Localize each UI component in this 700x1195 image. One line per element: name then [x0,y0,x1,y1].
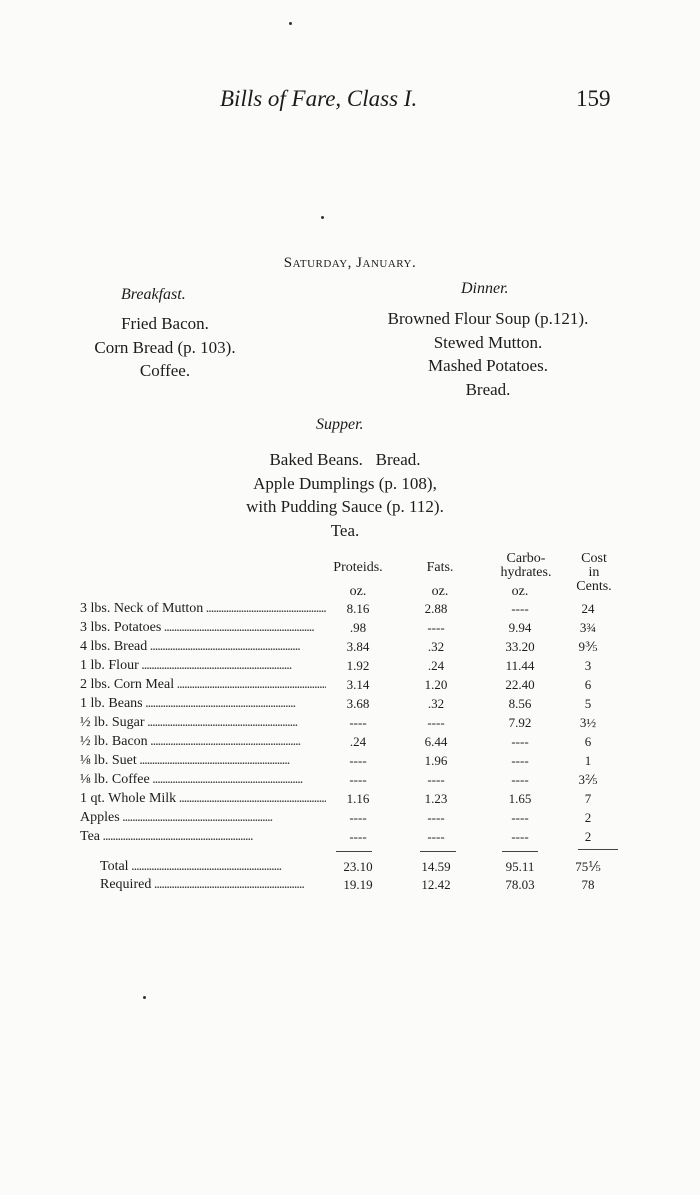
fats-cell: ---- [427,829,445,844]
total-row [100,859,660,877]
header-carbo: hydrates. [500,565,552,580]
table-row [80,639,640,657]
header-carbo: Carbo- [506,551,546,566]
cost-cell: 6 [584,677,592,692]
row-item: Tea ..... [80,829,326,845]
fats-cell: 2.88 [424,601,448,616]
header-cost: Cost [581,551,607,566]
dinner-dish: Stewed Mutton. [433,333,543,352]
dinner-dish: Bread. [465,380,511,399]
cost-cell: 78 [581,877,595,892]
row-item: ½ lb. Bacon ..... [80,734,326,750]
table-row [80,696,640,714]
table-row [80,601,640,619]
cost-cell: 75⅕ [575,859,601,874]
carbs-cell: ---- [511,772,529,787]
row-item: ½ lb. Sugar ..... [80,715,326,731]
total-rule [502,851,538,852]
fats-cell: ---- [427,620,445,635]
carbs-cell: 9.94 [508,620,532,635]
breakfast-dish: Corn Bread (p. 103). [94,338,236,357]
proteids-cell: 23.10 [343,859,373,874]
table-row [80,658,640,676]
carbs-cell: 8.56 [508,696,532,711]
proteids-cell: 19.19 [343,877,373,892]
proteids-cell: 3.68 [346,696,370,711]
row-item: 3 lbs. Neck of Mutton ..... [80,601,326,617]
table-row [80,734,640,752]
dinner-dish: Browned Flour Soup (p.121). [387,309,589,328]
dinner-heading: Dinner. [461,280,509,297]
carbs-cell: 22.40 [505,677,535,692]
fats-cell: ---- [427,715,445,730]
table-row [80,829,640,847]
cost-cell: 2 [584,810,592,825]
header-cost: Cents. [576,579,612,594]
header-unit: oz. [349,584,367,599]
proteids-cell: .98 [349,620,367,635]
header-proteids: Proteids. [333,560,383,575]
cost-cell: 24 [581,601,595,616]
supper-dish: Tea. [330,521,360,540]
header-unit: oz. [431,584,449,599]
table-row [80,772,640,790]
carbs-cell: ---- [511,810,529,825]
proteids-cell: ---- [349,772,367,787]
fats-cell: .32 [427,696,445,711]
day-heading: Saturday, January. [283,255,417,271]
dinner-dish: Mashed Potatoes. [428,356,548,375]
supper-dish: Apple Dumplings (p. 108), [253,474,437,493]
carbs-cell: 11.44 [505,658,535,673]
proteids-cell: ---- [349,753,367,768]
row-item: 3 lbs. Potatoes ..... [80,620,326,636]
carbs-cell: 1.65 [508,791,532,806]
speck-mark [143,996,146,999]
cost-cell: 7 [584,791,592,806]
row-item: Total ..... [100,859,326,875]
carbs-cell: ---- [511,734,529,749]
fats-cell: 1.20 [424,677,448,692]
proteids-cell: .24 [349,734,367,749]
carbs-cell: 78.03 [505,877,535,892]
fats-cell: ---- [427,772,445,787]
row-item: 2 lbs. Corn Meal ..... [80,677,326,693]
header-cost: in [588,565,600,580]
cost-cell: 9⅗ [578,639,598,654]
supper-dish: with Pudding Sauce (p. 112). [246,497,444,516]
required-row [100,877,660,895]
speck-mark [321,216,324,219]
cost-cell: 3½ [579,715,597,730]
header-fats: Fats. [426,560,454,575]
row-item: 1 lb. Flour ..... [80,658,326,674]
total-rule [336,851,372,852]
carbs-cell: 33.20 [505,639,535,654]
proteids-cell: 1.92 [346,658,370,673]
table-row [80,677,640,695]
breakfast-dish: Fried Bacon. [121,314,209,333]
table-row [80,791,640,809]
row-item: Apples ..... [80,810,326,826]
row-item: 1 qt. Whole Milk ..... [80,791,326,807]
proteids-cell: 3.84 [346,639,370,654]
cost-cell: 6 [584,734,592,749]
proteids-cell: 3.14 [346,677,370,692]
proteids-cell: 8.16 [346,601,370,616]
proteids-cell: 1.16 [346,791,370,806]
proteids-cell: ---- [349,715,367,730]
cost-cell: 1 [584,753,592,768]
total-rule [578,849,618,850]
fats-cell: .32 [427,639,445,654]
fats-cell: 12.42 [421,877,451,892]
fats-cell: .24 [427,658,445,673]
fats-cell: 14.59 [421,859,451,874]
fats-cell: 1.23 [424,791,448,806]
table-row [80,810,640,828]
carbs-cell: 7.92 [508,715,532,730]
total-rule [420,851,456,852]
table-row [80,620,640,638]
breakfast-heading: Breakfast. [121,286,186,303]
proteids-cell: ---- [349,829,367,844]
table-row [80,715,640,733]
running-title: Bills of Fare, Class I. [220,86,418,111]
cost-cell: 5 [584,696,592,711]
carbs-cell: 95.11 [505,859,535,874]
speck-mark [289,22,292,25]
cost-cell: 3¾ [579,620,597,635]
page-number: 159 [576,86,611,111]
supper-heading: Supper. [316,416,364,433]
fats-cell: ---- [427,810,445,825]
row-item: 1 lb. Beans ..... [80,696,326,712]
proteids-cell: ---- [349,810,367,825]
fats-cell: 6.44 [424,734,448,749]
row-item: ⅛ lb. Suet ..... [80,753,326,769]
breakfast-dish: Coffee. [139,361,191,380]
cost-cell: 3⅖ [578,772,598,787]
row-item: 4 lbs. Bread ..... [80,639,326,655]
carbs-cell: ---- [511,829,529,844]
cost-cell: 2 [584,829,592,844]
supper-dish: Baked Beans. Bread. [269,450,421,469]
carbs-cell: ---- [511,753,529,768]
row-item: ⅛ lb. Coffee ..... [80,772,326,788]
table-row [80,753,640,771]
header-unit: oz. [511,584,529,599]
fats-cell: 1.96 [424,753,448,768]
row-item: Required ..... [100,877,326,893]
cost-cell: 3 [584,658,592,673]
carbs-cell: ---- [511,601,529,616]
